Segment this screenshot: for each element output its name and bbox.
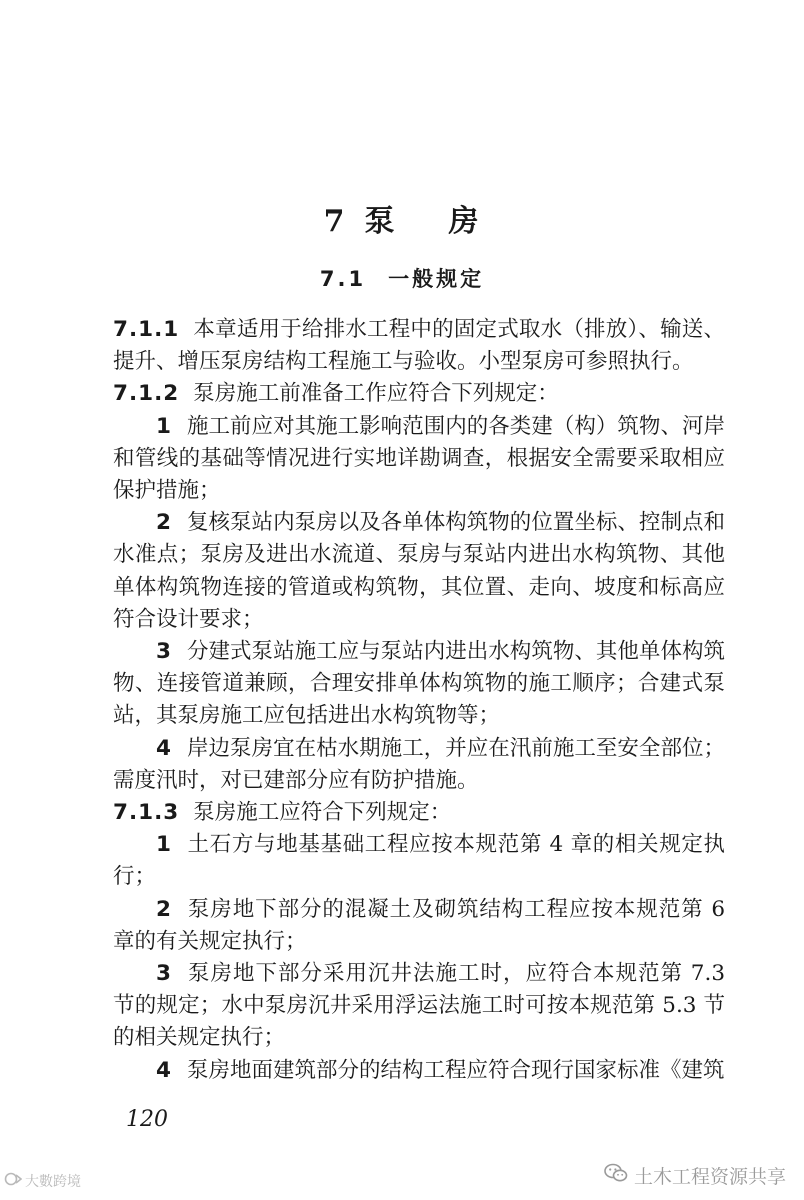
item-text: 土石方与地基基础工程应按本规范第 4 章的相关规定执行； bbox=[113, 832, 725, 890]
section-heading: 一般规定 bbox=[388, 267, 485, 291]
clause-7-1-1 bbox=[113, 314, 725, 378]
item-text: 施工前应对其施工影响范围内的各类建（构）筑物、河岸和管线的基础等情况进行实地详勘调查，根据安全需要采取相应保护措施； bbox=[113, 413, 725, 504]
chapter-title bbox=[0, 196, 804, 240]
clause-7-1-3-item-1 bbox=[113, 829, 725, 893]
clause-7-1-2-item-3 bbox=[113, 636, 725, 733]
clause-7-1-2-item-1 bbox=[113, 411, 725, 508]
wechat-icon bbox=[604, 1163, 628, 1188]
section-number: 7.1 bbox=[319, 267, 367, 291]
chapter-title-char-1: 泵 bbox=[364, 204, 397, 239]
clause-number: 7.1.1 bbox=[113, 317, 180, 342]
watermark-right bbox=[604, 1162, 786, 1189]
clause-7-1-2-item-2 bbox=[113, 507, 725, 636]
item-text: 泵房地下部分的混凝土及砌筑结构工程应按本规范第 6 章的有关规定执行； bbox=[113, 896, 725, 954]
section-title bbox=[0, 263, 804, 293]
page-number: 120 bbox=[126, 1107, 168, 1132]
item-text: 岸边泵房宜在枯水期施工，并应在汛前施工至安全部位；需度汛时，对已建部分应有防护措施。 bbox=[113, 735, 725, 793]
item-number: 3 bbox=[156, 961, 171, 987]
chapter-title-char-2: 房 bbox=[448, 204, 481, 239]
clause-number: 7.1.2 bbox=[113, 381, 180, 407]
body-text bbox=[113, 314, 725, 1087]
item-number: 2 bbox=[156, 510, 171, 536]
item-text: 泵房地下部分采用沉井法施工时，应符合本规范第 7.3 节的规定；水中泵房沉井采用浮运法施工时可按本规范第 5.3 节的相关规定执行； bbox=[113, 961, 725, 1051]
watermark-left bbox=[4, 1171, 81, 1191]
item-text: 分建式泵站施工应与泵站内进出水构筑物、其他单体构筑物、连接管道兼顾，合理安排单体构筑物的施工顺序；合建式泵站，其泵房施工应包括进出水构筑物等； bbox=[113, 639, 725, 729]
clause-7-1-3-item-3 bbox=[113, 958, 725, 1055]
clause-7-1-3-item-4 bbox=[113, 1055, 725, 1087]
item-number: 4 bbox=[156, 1057, 171, 1083]
brand-logo-icon bbox=[4, 1172, 22, 1190]
item-number: 1 bbox=[156, 413, 171, 439]
item-number: 3 bbox=[156, 639, 171, 665]
clause-text: 本章适用于给排水工程中的固定式取水（排放）、输送、提升、增压泵房结构工程施工与验收。小型泵房可参照执行。 bbox=[113, 317, 725, 375]
watermark-right-text: 土木工程资源共享 bbox=[633, 1166, 786, 1188]
item-text: 泵房地面建筑部分的结构工程应符合现行国家标准《建筑 bbox=[186, 1057, 725, 1083]
clause-7-1-3 bbox=[113, 797, 725, 829]
item-number: 2 bbox=[156, 896, 171, 922]
clause-text: 泵房施工应符合下列规定： bbox=[193, 800, 452, 826]
clause-7-1-2 bbox=[113, 378, 725, 410]
watermark-left-text: 大數跨境 bbox=[25, 1174, 81, 1190]
clause-number: 7.1.3 bbox=[113, 800, 180, 826]
chapter-number: 7 bbox=[323, 204, 347, 239]
item-text: 复核泵站内泵房以及各单体构筑物的位置坐标、控制点和水准点；泵房及进出水流道、泵房与泵站内进出水构筑物、其他单体构筑物连接的管道或构筑物，其位置、走向、坡度和标高应符合设计要求； bbox=[113, 510, 725, 632]
clause-7-1-3-item-2 bbox=[113, 894, 725, 958]
clause-text: 泵房施工前准备工作应符合下列规定： bbox=[193, 381, 559, 407]
item-number: 4 bbox=[156, 735, 171, 761]
item-number: 1 bbox=[156, 832, 171, 858]
clause-7-1-2-item-4 bbox=[113, 733, 725, 797]
